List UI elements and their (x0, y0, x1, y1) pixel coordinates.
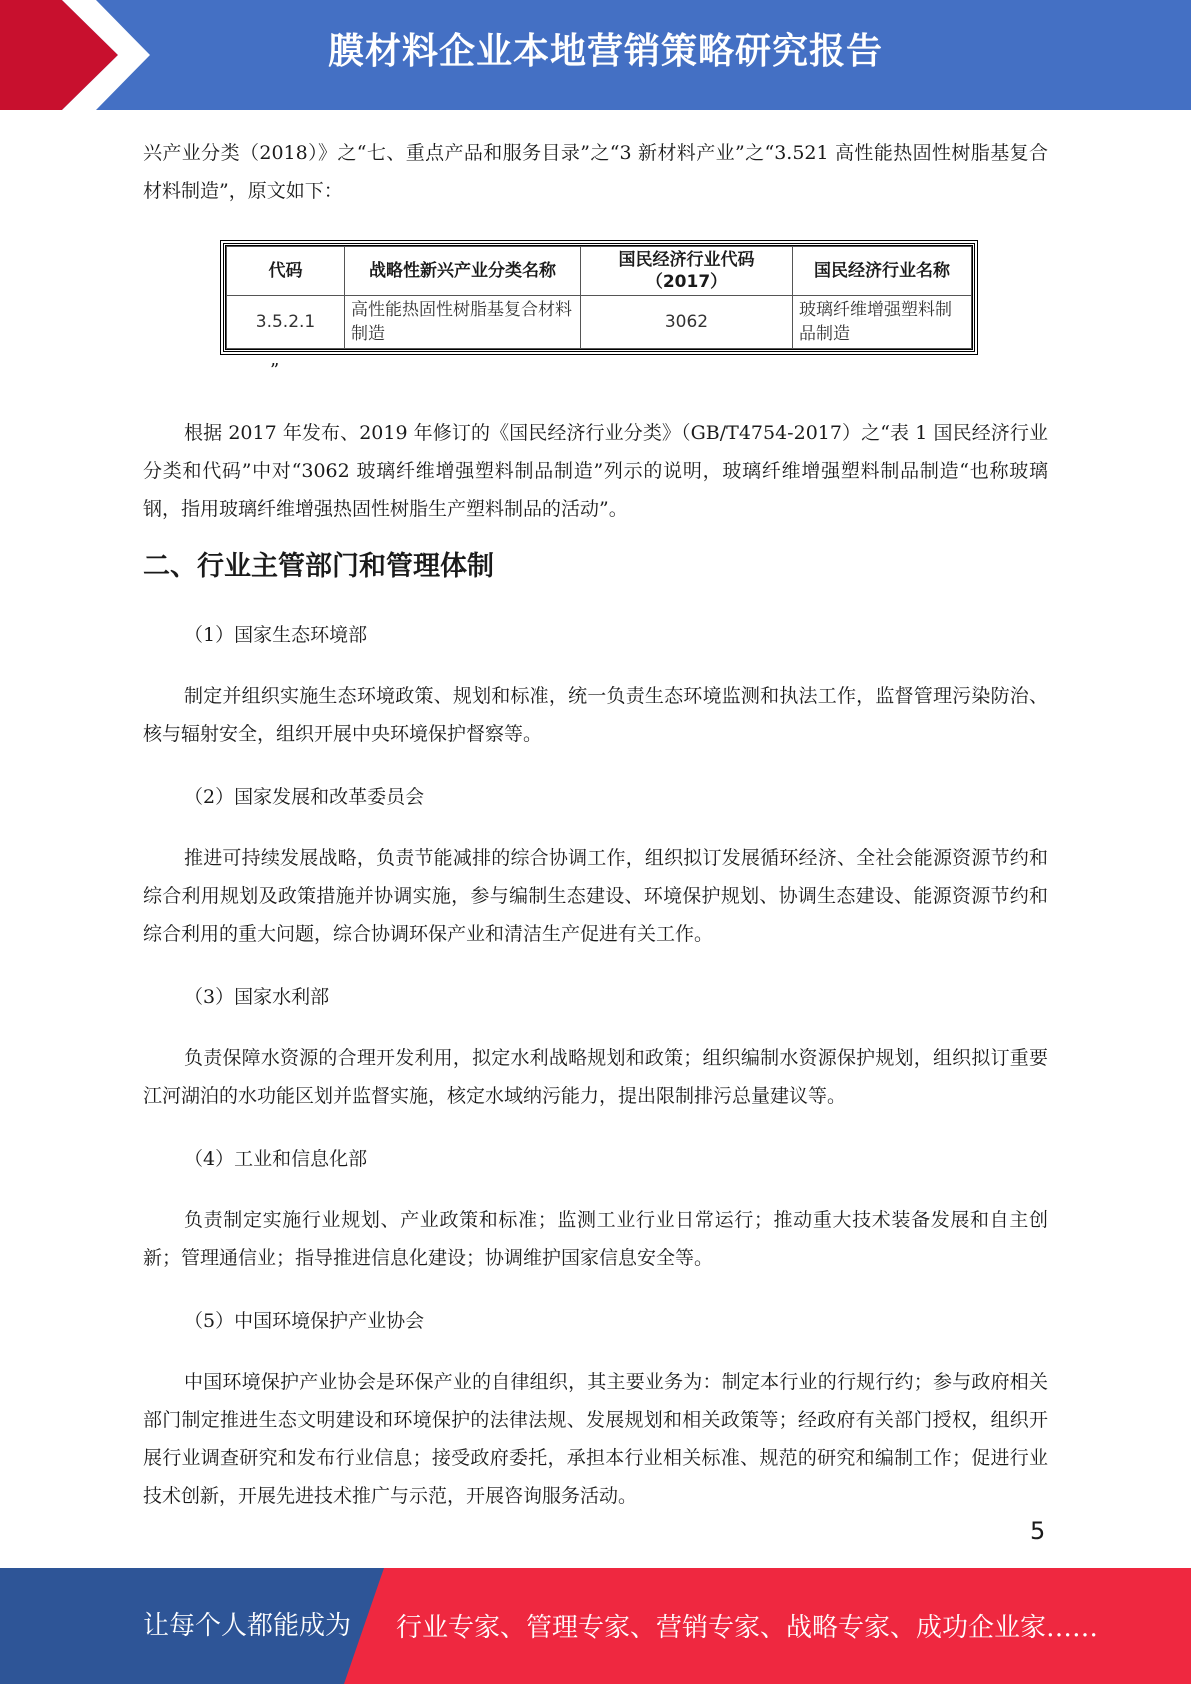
table-header-cell: 战略性新兴产业分类名称 (345, 247, 581, 296)
item-heading: （2）国家发展和改革委员会 (184, 786, 425, 808)
table-cell: 高性能热固性树脂基复合材料制造 (345, 296, 581, 349)
page-footer (0, 1568, 1191, 1684)
table-row (227, 296, 972, 349)
classification-table (223, 243, 975, 352)
table-header-row (227, 247, 972, 296)
gb-standard-paragraph: 根据 2017 年发布、2019 年修订的《国民经济行业分类》（GB/T4754-2017）之“表 1 国民经济行业分类和代码”中对“3062 玻璃纤维增强塑料制品制造”列示的说明，玻璃纤维增强塑料制品制造“也称玻璃钢，指用玻璃纤维增强热固性树脂生产塑料制品的活动”。 (143, 422, 1048, 520)
table-cell: 3062 (581, 296, 793, 349)
item-heading: （3）国家水利部 (184, 986, 330, 1008)
table-cell: 玻璃纤维增强塑料制品制造 (793, 296, 972, 349)
item-text: 负责制定实施行业规划、产业政策和标准；监测工业行业日常运行；推动重大技术装备发展和自主创新；管理通信业；指导推进信息化建设；协调维护国家信息安全等。 (143, 1209, 1048, 1269)
footer-slogan-right: 行业专家、管理专家、营销专家、战略专家、成功企业家…… (396, 1613, 1099, 1643)
footer-slogan-left: 让每个人都能成为 (143, 1611, 352, 1641)
closing-quote: ” (270, 360, 280, 381)
item-heading: （1）国家生态环境部 (184, 624, 368, 646)
intro-paragraph: 兴产业分类（2018）》之“七、重点产品和服务目录”之“3 新材料产业”之“3.521 高性能热固性树脂基复合材料制造”，原文如下： (143, 142, 1048, 202)
table-header-cell: 国民经济行业代码（2017） (581, 247, 793, 296)
item-text: 负责保障水资源的合理开发利用，拟定水利战略规划和政策；组织编制水资源保护规划，组织拟订重要江河湖泊的水功能区划并监督实施，核定水域纳污能力，提出限制排污总量建议等。 (143, 1047, 1048, 1107)
item-heading: （4）工业和信息化部 (184, 1148, 368, 1170)
item-text: 推进可持续发展战略，负责节能减排的综合协调工作，组织拟订发展循环经济、全社会能源资源节约和综合利用规划及政策措施并协调实施，参与编制生态建设、环境保护规划、协调生态建设、能源资源节约和综合利用的重大问题，综合协调环保产业和清洁生产促进有关工作。 (143, 847, 1048, 945)
item-text: 制定并组织实施生态环境政策、规划和标准，统一负责生态环境监测和执法工作，监督管理污染防治、核与辐射安全，组织开展中央环境保护督察等。 (143, 685, 1048, 745)
page-number: 5 (1030, 1517, 1046, 1545)
page-header (0, 0, 1191, 110)
table-cell: 3.5.2.1 (227, 296, 345, 349)
report-title: 膜材料企业本地营销策略研究报告 (327, 31, 883, 72)
table-header-cell: 代码 (227, 247, 345, 296)
item-text: 中国环境保护产业协会是环保产业的自律组织，其主要业务为：制定本行业的行规行约；参与政府相关部门制定推进生态文明建设和环境保护的法律法规、发展规划和相关政策等；经政府有关部门授权，组织开展行业调查研究和发布行业信息；接受政府委托，承担本行业相关标准、规范的研究和编制工作；促进行业技术创新，开展先进技术推广与示范，开展咨询服务活动。 (143, 1371, 1048, 1507)
item-heading: （5）中国环境保护产业协会 (184, 1310, 425, 1332)
table (226, 246, 972, 349)
section-title: 二、行业主管部门和管理体制 (143, 551, 494, 582)
table-header-cell: 国民经济行业名称 (793, 247, 972, 296)
